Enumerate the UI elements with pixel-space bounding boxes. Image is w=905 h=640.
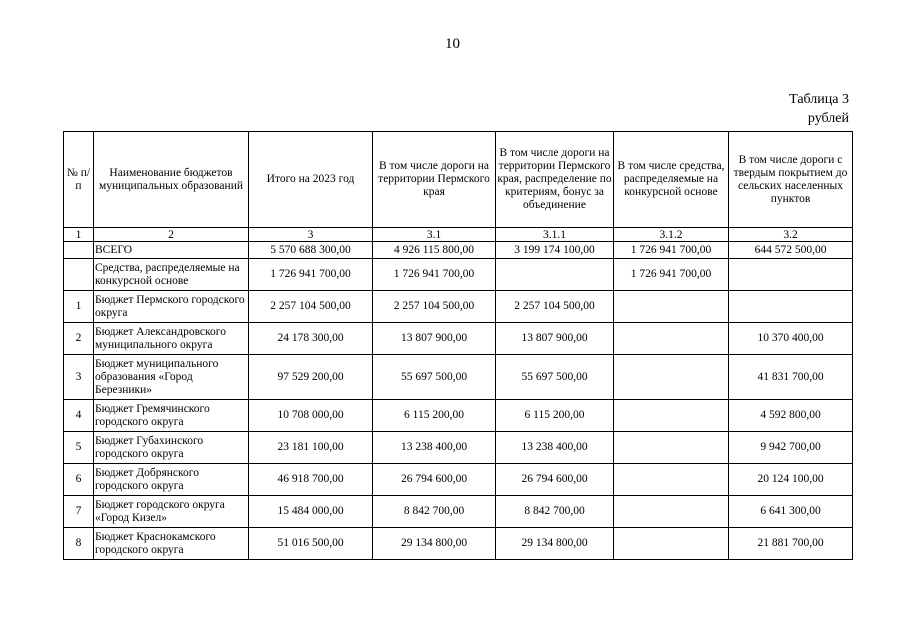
- cell-criteria: 26 794 600,00: [496, 464, 614, 496]
- cell-roads: 4 926 115 800,00: [373, 242, 496, 259]
- cell-total: 46 918 700,00: [249, 464, 373, 496]
- cell-total: 2 257 104 500,00: [249, 291, 373, 323]
- col-header-criteria: В том числе дороги на территории Пермского края, распределение по критериям, бонус за объединение: [496, 132, 614, 228]
- cell-criteria: 6 115 200,00: [496, 400, 614, 432]
- row-name: Средства, распределяемые на конкурсной основе: [94, 259, 249, 291]
- table-caption: [789, 90, 849, 128]
- table-row: [64, 323, 853, 355]
- cell-competitive: [614, 496, 729, 528]
- cell-rural: 10 370 400,00: [729, 323, 853, 355]
- cell-competitive: [614, 291, 729, 323]
- cell-competitive: [614, 432, 729, 464]
- cell-competitive: 1 726 941 700,00: [614, 242, 729, 259]
- col-header-roads: В том числе дороги на территории Пермского края: [373, 132, 496, 228]
- table-row: [64, 291, 853, 323]
- row-name: Бюджет Губахинского городского округа: [94, 432, 249, 464]
- col-header-rural: В том числе дороги с твердым покрытием до сельских населенных пунктов: [729, 132, 853, 228]
- col-number: 3.1.1: [496, 228, 614, 242]
- cell-roads: 13 807 900,00: [373, 323, 496, 355]
- cell-roads: 55 697 500,00: [373, 355, 496, 400]
- cell-rural: 41 831 700,00: [729, 355, 853, 400]
- col-number: 1: [64, 228, 94, 242]
- cell-rural: 21 881 700,00: [729, 528, 853, 560]
- row-number: 7: [64, 496, 94, 528]
- row-number: 4: [64, 400, 94, 432]
- cell-total: 97 529 200,00: [249, 355, 373, 400]
- table-label: Таблица 3: [789, 92, 849, 107]
- row-name: Бюджет городского округа «Город Кизел»: [94, 496, 249, 528]
- row-number: [64, 242, 94, 259]
- cell-total: 51 016 500,00: [249, 528, 373, 560]
- row-name: Бюджет муниципального образования «Город Березники»: [94, 355, 249, 400]
- cell-rural: [729, 291, 853, 323]
- col-header-total: Итого на 2023 год: [249, 132, 373, 228]
- page-number: 10: [445, 36, 460, 52]
- header-row: [64, 132, 853, 228]
- currency-unit: рублей: [807, 111, 849, 126]
- table-row: [64, 432, 853, 464]
- col-header-name: Наименование бюджетов муниципальных образований: [94, 132, 249, 228]
- cell-competitive: [614, 323, 729, 355]
- cell-rural: [729, 259, 853, 291]
- table-row: [64, 464, 853, 496]
- col-number: 3.1: [373, 228, 496, 242]
- cell-competitive: [614, 400, 729, 432]
- cell-total: 24 178 300,00: [249, 323, 373, 355]
- col-number: 2: [94, 228, 249, 242]
- col-number: 3.2: [729, 228, 853, 242]
- table-row: [64, 259, 853, 291]
- column-number-row: [64, 228, 853, 242]
- cell-total: 10 708 000,00: [249, 400, 373, 432]
- cell-rural: 9 942 700,00: [729, 432, 853, 464]
- col-number: 3: [249, 228, 373, 242]
- table-row: [64, 400, 853, 432]
- cell-rural: 20 124 100,00: [729, 464, 853, 496]
- cell-rural: 644 572 500,00: [729, 242, 853, 259]
- row-number: 1: [64, 291, 94, 323]
- cell-total: 15 484 000,00: [249, 496, 373, 528]
- cell-roads: 26 794 600,00: [373, 464, 496, 496]
- row-number: 6: [64, 464, 94, 496]
- cell-total: 5 570 688 300,00: [249, 242, 373, 259]
- table-row: [64, 528, 853, 560]
- cell-competitive: 1 726 941 700,00: [614, 259, 729, 291]
- budget-table: [63, 131, 853, 560]
- cell-criteria: 29 134 800,00: [496, 528, 614, 560]
- cell-roads: 29 134 800,00: [373, 528, 496, 560]
- cell-competitive: [614, 355, 729, 400]
- cell-criteria: 13 238 400,00: [496, 432, 614, 464]
- cell-roads: 6 115 200,00: [373, 400, 496, 432]
- row-name: Бюджет Добрянского городского округа: [94, 464, 249, 496]
- table-row-total: [64, 242, 853, 259]
- col-number: 3.1.2: [614, 228, 729, 242]
- cell-criteria: 2 257 104 500,00: [496, 291, 614, 323]
- table-row: [64, 355, 853, 400]
- cell-rural: 6 641 300,00: [729, 496, 853, 528]
- cell-roads: 1 726 941 700,00: [373, 259, 496, 291]
- table-row: [64, 496, 853, 528]
- cell-roads: 2 257 104 500,00: [373, 291, 496, 323]
- row-name: Бюджет Гремячинского городского округа: [94, 400, 249, 432]
- cell-total: 23 181 100,00: [249, 432, 373, 464]
- cell-roads: 8 842 700,00: [373, 496, 496, 528]
- row-name: Бюджет Краснокамского городского округа: [94, 528, 249, 560]
- cell-competitive: [614, 464, 729, 496]
- row-number: 2: [64, 323, 94, 355]
- col-header-competitive: В том числе средства, распределяемые на конкурсной основе: [614, 132, 729, 228]
- cell-criteria: 8 842 700,00: [496, 496, 614, 528]
- cell-rural: 4 592 800,00: [729, 400, 853, 432]
- cell-criteria: 13 807 900,00: [496, 323, 614, 355]
- cell-criteria: [496, 259, 614, 291]
- cell-criteria: 3 199 174 100,00: [496, 242, 614, 259]
- cell-criteria: 55 697 500,00: [496, 355, 614, 400]
- col-header-number: № п/п: [64, 132, 94, 228]
- cell-roads: 13 238 400,00: [373, 432, 496, 464]
- row-name: ВСЕГО: [94, 242, 249, 259]
- row-name: Бюджет Пермского городского округа: [94, 291, 249, 323]
- row-number: 8: [64, 528, 94, 560]
- row-number: 5: [64, 432, 94, 464]
- row-number: [64, 259, 94, 291]
- row-number: 3: [64, 355, 94, 400]
- cell-competitive: [614, 528, 729, 560]
- cell-total: 1 726 941 700,00: [249, 259, 373, 291]
- row-name: Бюджет Александровского муниципального округа: [94, 323, 249, 355]
